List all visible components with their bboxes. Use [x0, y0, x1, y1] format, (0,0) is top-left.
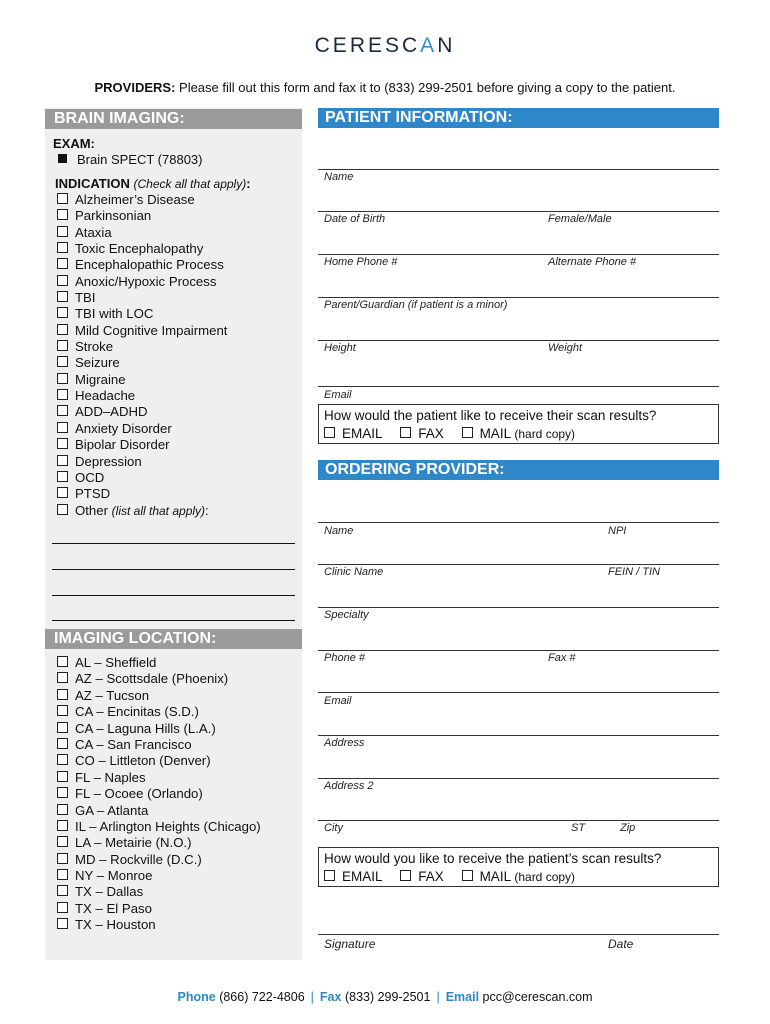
location-option[interactable]: [57, 721, 261, 737]
provider-opt-email[interactable]: EMAIL: [324, 869, 383, 884]
field-line[interactable]: [318, 169, 719, 170]
indication-option[interactable]: [57, 339, 227, 355]
provider-delivery-question: [318, 847, 719, 887]
indication-option[interactable]: [57, 192, 227, 208]
indication-option-label: Ataxia: [75, 224, 112, 240]
location-option-label: MD – Rockville (D.C.): [75, 851, 202, 867]
field-line[interactable]: [318, 254, 719, 255]
location-option-label: CA – Encinitas (S.D.): [75, 704, 199, 720]
checkbox-icon[interactable]: [57, 804, 68, 815]
patient-delivery-question: [318, 404, 719, 444]
checkbox-icon[interactable]: [57, 853, 68, 864]
checkbox-icon[interactable]: [400, 427, 411, 438]
patient-home-phone-label: Home Phone #: [324, 256, 398, 268]
indication-option-label: Encephalopathic Process: [75, 257, 224, 273]
checkbox-icon[interactable]: [57, 869, 68, 880]
checkbox-icon[interactable]: [324, 427, 335, 438]
indication-option-label: Seizure: [75, 355, 120, 371]
indication-option-label: Stroke: [75, 339, 114, 355]
field-line[interactable]: [318, 564, 719, 565]
location-option-label: AZ – Tucson: [75, 687, 150, 703]
indication-option[interactable]: [57, 470, 227, 486]
indication-option-label: Anxiety Disorder: [75, 420, 172, 436]
checkbox-icon[interactable]: [57, 885, 68, 896]
indication-option[interactable]: [57, 225, 227, 241]
checkbox-icon[interactable]: [57, 771, 68, 782]
checkbox-icon[interactable]: [57, 242, 68, 253]
checkbox-icon[interactable]: [57, 902, 68, 913]
indication-option-label: Headache: [75, 388, 136, 404]
provider-zip-label: Zip: [620, 822, 636, 834]
indication-option-label: Depression: [75, 453, 142, 469]
other-write-line[interactable]: [52, 595, 295, 596]
indication-option[interactable]: [57, 388, 227, 404]
checkbox-icon[interactable]: [57, 455, 68, 466]
indication-option-label: TBI with LOC: [75, 306, 154, 322]
checkbox-icon[interactable]: [57, 787, 68, 798]
indication-list: [57, 192, 227, 503]
patient-sex-label: Female/Male: [548, 213, 612, 225]
checkbox-icon[interactable]: [57, 722, 68, 733]
patient-opt-mail[interactable]: MAIL (hard copy): [462, 426, 575, 441]
checkbox-icon[interactable]: [57, 705, 68, 716]
exam-brain-spect: Brain SPECT (78803): [58, 152, 203, 167]
indication-option[interactable]: [57, 372, 227, 388]
location-option[interactable]: [57, 901, 261, 917]
signature-label: Signature: [324, 937, 376, 951]
provider-opt-fax[interactable]: FAX: [400, 869, 444, 884]
location-option[interactable]: [57, 737, 261, 753]
location-option-label: FL – Ocoee (Orlando): [75, 786, 203, 802]
indication-option[interactable]: [57, 323, 227, 339]
checkbox-icon[interactable]: [57, 193, 68, 204]
indication-option-label: Alzheimer’s Disease: [75, 192, 195, 207]
indication-option-label: Bipolar Disorder: [75, 437, 170, 453]
field-line[interactable]: [318, 386, 719, 387]
checkbox-icon[interactable]: [57, 471, 68, 482]
indication-option-label: PTSD: [75, 486, 111, 502]
field-line[interactable]: [318, 297, 719, 298]
checkbox-icon[interactable]: [57, 504, 68, 515]
footer-contact: Phone (866) 722-4806 | Fax (833) 299-2501 | Email pcc@cerescan.com: [177, 990, 593, 1004]
cerescan-logo: CERESCAN: [314, 34, 456, 57]
indication-option-label: OCD: [75, 469, 105, 485]
location-option-label: CA – Laguna Hills (L.A.): [75, 720, 216, 736]
patient-weight-label: Weight: [548, 342, 583, 354]
checkbox-icon[interactable]: [57, 918, 68, 929]
provider-delivery-question-text: How would you like to receive the patient’s scan results?: [324, 851, 662, 866]
location-option[interactable]: [57, 852, 261, 868]
intro-instructions: PROVIDERS: Please fill out this form and fax it to (833) 299-2501 before giving a copy to the patient.: [94, 80, 676, 95]
location-option-label: IL – Arlington Heights (Chicago): [75, 818, 261, 834]
indication-option[interactable]: [57, 486, 227, 502]
date-label: Date: [608, 937, 634, 951]
checkbox-icon[interactable]: [57, 689, 68, 700]
patient-info-heading: PATIENT INFORMATION:: [318, 108, 719, 128]
location-option[interactable]: [57, 688, 261, 704]
checkbox-icon[interactable]: [57, 487, 68, 498]
patient-guardian-label: Parent/Guardian (if patient is a minor): [324, 299, 508, 311]
other-write-line[interactable]: [52, 543, 295, 544]
checkbox-icon[interactable]: [57, 820, 68, 831]
patient-email-label: Email: [324, 389, 352, 401]
checkbox-icon[interactable]: [57, 373, 68, 384]
provider-specialty-label: Specialty: [324, 609, 369, 621]
indication-option[interactable]: [57, 454, 227, 470]
checkbox-icon[interactable]: [57, 754, 68, 765]
indication-option[interactable]: [57, 306, 227, 322]
indication-option[interactable]: [57, 241, 227, 257]
indication-option[interactable]: [57, 208, 227, 224]
location-option-label: TX – Houston: [75, 917, 156, 933]
provider-city-label: City: [324, 822, 343, 834]
checkbox-icon[interactable]: [57, 291, 68, 302]
provider-email-label: Email: [324, 695, 352, 707]
indication-option-label: Anoxic/Hypoxic Process: [75, 273, 217, 289]
field-line[interactable]: [318, 735, 719, 736]
checkbox-icon[interactable]: [57, 656, 68, 667]
checkbox-icon[interactable]: [57, 275, 68, 286]
checkbox-icon[interactable]: [462, 870, 473, 881]
patient-opt-fax[interactable]: FAX: [400, 426, 444, 441]
indication-option[interactable]: [57, 421, 227, 437]
checkbox-icon[interactable]: [57, 389, 68, 400]
location-option[interactable]: [57, 917, 261, 933]
other-write-line[interactable]: [52, 620, 295, 621]
ordering-provider-heading: ORDERING PROVIDER:: [318, 460, 719, 480]
location-list: [57, 655, 261, 934]
checkbox-icon[interactable]: [324, 870, 335, 881]
checkbox-icon[interactable]: [57, 209, 68, 220]
checkbox-icon[interactable]: [57, 340, 68, 351]
location-option[interactable]: [57, 884, 261, 900]
field-line[interactable]: [318, 692, 719, 693]
indication-option-label: Toxic Encephalopathy: [75, 241, 204, 257]
checkbox-icon[interactable]: [57, 258, 68, 269]
provider-fein-label: FEIN / TIN: [608, 566, 660, 578]
indication-option[interactable]: [57, 257, 227, 273]
location-option[interactable]: [57, 655, 261, 671]
field-line[interactable]: [318, 522, 719, 523]
checkbox-icon[interactable]: [462, 427, 473, 438]
location-option[interactable]: [57, 803, 261, 819]
location-option[interactable]: [57, 868, 261, 884]
location-option-label: TX – El Paso: [75, 900, 152, 916]
patient-delivery-question-text: How would the patient like to receive their scan results?: [324, 408, 657, 423]
provider-phone-label: Phone #: [324, 652, 365, 664]
patient-dob-label: Date of Birth: [324, 213, 386, 225]
checkbox-icon[interactable]: [57, 324, 68, 335]
field-line[interactable]: [318, 820, 719, 821]
field-line[interactable]: [318, 650, 719, 651]
location-option[interactable]: [57, 819, 261, 835]
provider-st-label: ST: [571, 822, 586, 834]
provider-npi-label: NPI: [608, 525, 627, 537]
location-option-label: CA – San Francisco: [75, 736, 192, 752]
location-option-label: LA – Metairie (N.O.): [75, 835, 192, 851]
checkbox-icon[interactable]: [57, 738, 68, 749]
signature-line[interactable]: [318, 934, 719, 935]
location-option[interactable]: [57, 671, 261, 687]
provider-fax-label: Fax #: [548, 652, 576, 664]
exam-label: EXAM:: [53, 136, 95, 151]
provider-name-label: Name: [324, 525, 354, 537]
indication-option-label: Parkinsonian: [75, 208, 152, 224]
indication-other[interactable]: Other (list all that apply):: [57, 503, 209, 518]
patient-alt-phone-label: Alternate Phone #: [548, 256, 637, 268]
checkbox-icon[interactable]: [57, 438, 68, 449]
provider-clinic-label: Clinic Name: [324, 566, 384, 578]
location-option-label: NY – Monroe: [75, 868, 153, 884]
provider-address2-label: Address 2: [324, 780, 374, 792]
patient-height-label: Height: [324, 342, 356, 354]
patient-opt-email[interactable]: EMAIL: [324, 426, 383, 441]
field-line[interactable]: [318, 340, 719, 341]
filled-square-icon: [58, 154, 67, 163]
location-option[interactable]: [57, 704, 261, 720]
checkbox-icon[interactable]: [57, 226, 68, 237]
imaging-location-heading: IMAGING LOCATION:: [45, 629, 302, 649]
field-line[interactable]: [318, 778, 719, 779]
checkbox-icon[interactable]: [57, 405, 68, 416]
indication-option-label: TBI: [75, 290, 96, 306]
indication-option[interactable]: [57, 437, 227, 453]
checkbox-icon[interactable]: [57, 836, 68, 847]
checkbox-icon[interactable]: [57, 672, 68, 683]
indication-option-label: Migraine: [75, 371, 126, 387]
field-line[interactable]: [318, 607, 719, 608]
brain-imaging-heading: BRAIN IMAGING:: [45, 109, 302, 129]
indication-option-label: ADD–ADHD: [75, 404, 148, 420]
location-option-label: TX – Dallas: [75, 884, 144, 900]
provider-address-label: Address: [324, 737, 365, 749]
location-option-label: AZ – Scottsdale (Phoenix): [75, 671, 229, 687]
patient-name-label: Name: [324, 171, 354, 183]
checkbox-icon[interactable]: [400, 870, 411, 881]
indication-option[interactable]: [57, 274, 227, 290]
indication-option-label: Mild Cognitive Impairment: [75, 322, 228, 338]
location-option[interactable]: [57, 753, 261, 769]
location-option[interactable]: [57, 786, 261, 802]
checkbox-icon[interactable]: [57, 307, 68, 318]
provider-opt-mail[interactable]: MAIL (hard copy): [462, 869, 575, 884]
location-option-label: CO – Littleton (Denver): [75, 753, 211, 769]
field-line[interactable]: [318, 211, 719, 212]
location-option-label: GA – Atlanta: [75, 802, 149, 818]
location-option-label: AL – Sheffield: [75, 655, 157, 670]
indication-label: INDICATION (Check all that apply):: [55, 176, 251, 191]
indication-option[interactable]: [57, 290, 227, 306]
indication-option[interactable]: [57, 355, 227, 371]
indication-option[interactable]: [57, 404, 227, 420]
checkbox-icon[interactable]: [57, 422, 68, 433]
location-option-label: FL – Naples: [75, 769, 146, 785]
location-option[interactable]: [57, 770, 261, 786]
checkbox-icon[interactable]: [57, 356, 68, 367]
other-write-line[interactable]: [52, 569, 295, 570]
location-option[interactable]: [57, 835, 261, 851]
